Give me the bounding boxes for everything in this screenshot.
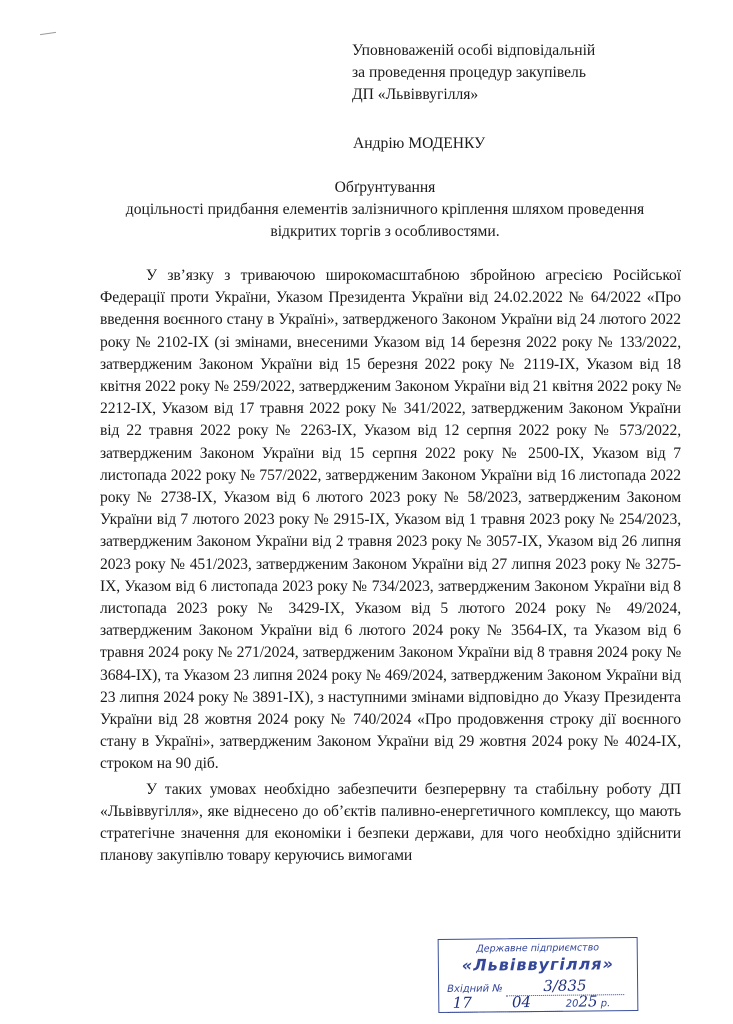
heading-line-3: відкритих торгів з особливостями. bbox=[270, 223, 500, 240]
heading-line-2: доцільності придбання елементів залізничного кріплення шляхом проведення bbox=[125, 201, 645, 218]
stamp-year-prefix: 20 bbox=[565, 998, 579, 1010]
addressee-line-2: за проведення процедур закупівель bbox=[352, 64, 586, 81]
stamp-month: 04 bbox=[511, 993, 532, 1012]
body-paragraph-1: У зв’язку з триваючою широкомасштабною збройною агресією Російської Федерації проти України, Указом Президента України від 24.02.2022 № 64/2022 «Про введення воєнного стану в Україні», затвердженого Законом України від 24 лютого 2022 року № 2102-IX (зі змінами, внесеними Указом від 14 березня 2022 року № 133/2022, затвердженим Законом України від 15 березня 2022 року № 2119-IX, Указом від 18 квітня 2022 року № 259/2022, затвердженим Законом України від 21 квітня 2022 року № 2212-IX, Указом від 17 травня 2022 року № 341/2022, затвердженим Законом України від 22 травня 2022 року № 2263-IX, Указом від 12 серпня 2022 року № 573/2022, затвердженим Законом України від 15 серпня 2022 року № 2500-IX, Указом від 7 листопада 2022 року № 757/2022, затвердженим Законом України від 16 листопада 2022 року № 2738-IX, Указом від 6 лютого 2023 року № 58/2023, затвердженим Законом України від 7 лютого 2023 року № 2915-IX, Указом від 1 травня 2023 року № 254/2023, затвердженим Законом України від 2 травня 2023 року № 3057-IX, Указом від 26 липня 2023 року № 451/2023, затвердженим Законом України від 27 липня 2023 року № 3275-IX, Указом від 6 листопада 2023 року № 734/2023, затвердженим Законом України від 8 листопада 2023 року № 3429-IX, Указом від 5 лютого 2024 року № 49/2024, затвердженим Законом України від 6 лютого 2024 року № 3564-IX, та Указом від 6 травня 2024 року № 271/2024, затвердженим Законом України від 8 травня 2024 року № 3684-IX), та Указом 23 липня 2024 року № 469/2024, затвердженим Законом України від 23 липня 2024 року № 3891-IX), з наступними змінами відповідно до Указу Президента України від 28 жовтня 2024 року № 740/2024 «Про продовження строку дії воєнного стану в Україні», затвердженим Законом України від 29 жовтня 2024 року № 4024-IX, строком на 90 діб. bbox=[100, 267, 681, 773]
heading-title: Обґрунтування bbox=[334, 179, 436, 196]
stamp-year-suffix: 25 bbox=[578, 992, 598, 1011]
stamp-incoming-number: 3/835 bbox=[543, 976, 587, 995]
stamp-incoming-label: Вхідний № bbox=[447, 983, 503, 995]
document-heading bbox=[95, 177, 675, 243]
recipient-name: Андрію МОДЕНКУ bbox=[353, 135, 486, 152]
stamp-name: «Львіввугілля» bbox=[461, 954, 615, 975]
stamp-year-end: р. bbox=[600, 998, 611, 1010]
addressee-line-3: ДП «Львіввугілля» bbox=[352, 86, 479, 103]
document-body bbox=[100, 265, 681, 867]
stamp-date-row bbox=[447, 992, 610, 1013]
stamp-org: Державне підприємство bbox=[476, 942, 600, 955]
addressee-block bbox=[352, 40, 595, 106]
addressee-line-1: Уповноваженій особі відповідальній bbox=[352, 42, 596, 59]
registration-stamp bbox=[438, 937, 639, 1013]
body-paragraph-2: У таких умовах необхідно забезпечити безперервну та стабільну роботу ДП «Львіввугілля», яке віднесено до об’єктів паливно-енергетичного комплексу, що мають стратегічне значення для економіки і безпеки держави, для чого необхідно здійснити планову закупівлю товару керуючись вимогами bbox=[100, 780, 681, 865]
stamp-day: 17 bbox=[452, 993, 472, 1012]
scan-artifact-mark bbox=[40, 32, 56, 35]
